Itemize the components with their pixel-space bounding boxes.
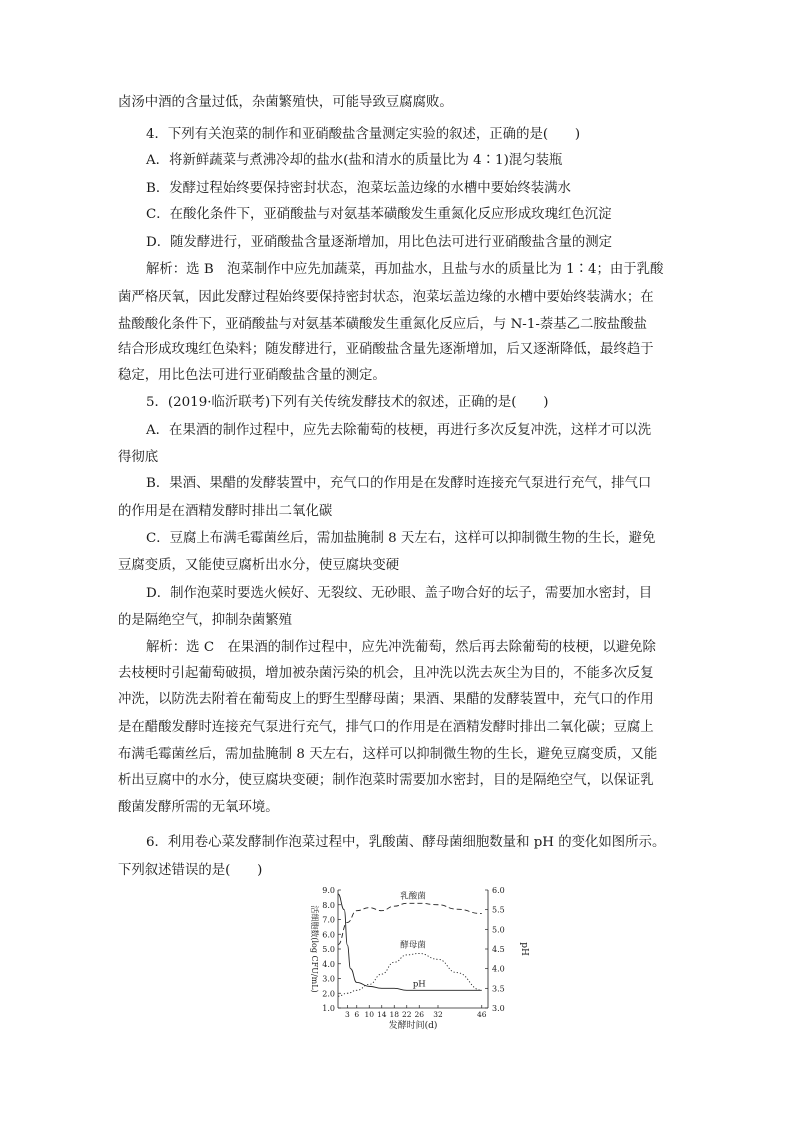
text-line: D．制作泡菜时要选火候好、无裂纹、无砂眼、盖子吻合好的坛子，需要加水密封，目 xyxy=(146,586,653,601)
text-line: 解析：选 B 泡菜制作中应先加蔬菜，再加盐水，且盐与水的质量比为 1∶4；由于乳酸 xyxy=(146,262,664,277)
text-line: 解析：选 C 在果酒的制作过程中，应先冲洗葡萄，然后再去除葡萄的枝梗，以避免除 xyxy=(146,640,656,655)
text-line: C．豆腐上布满毛霉菌丝后，需加盐腌制 8 天左右，这样可以抑制微生物的生长，避免 xyxy=(146,531,656,546)
text-line: 析出豆腐中的水分，使豆腐块变硬；制作泡菜时需要加水密封，目的是隔绝空气，以保证乳 xyxy=(118,773,654,788)
y-right-tick-label: 4.0 xyxy=(492,964,505,974)
y-axis-right-label: pH xyxy=(519,942,529,956)
y-left-tick-label: 6.0 xyxy=(322,930,335,940)
text-line: B．果酒、果醋的发酵装置中，充气口的作用是在发酵时连接充气泵进行充气，排气口 xyxy=(146,476,652,491)
series-label: 酵母菌 xyxy=(400,940,426,951)
text-line: B．发酵过程始终要保持密封状态，泡菜坛盖边缘的水槽中要始终装满水 xyxy=(146,181,571,196)
y-axis-left-label: 活细胞数(log CFU/mL) xyxy=(310,905,319,993)
y-right-tick-label: 5.0 xyxy=(492,925,505,935)
text-line: 是在醋酸发酵时连接充气泵进行充气，排气口的作用是在酒精发酵时排出二氧化碳；豆腐上 xyxy=(118,720,654,735)
y-right-tick-label: 3.0 xyxy=(492,1004,505,1013)
y-left-tick-label: 4.0 xyxy=(322,959,335,969)
y-right-tick-label: 4.5 xyxy=(492,945,505,954)
x-axis-label: 发酵时间(d) xyxy=(388,1021,438,1030)
x-tick-label: 26 xyxy=(414,1010,425,1019)
text-line: 菌严格厌氧，因此发酵过程始终要保持密封状态，泡菜坛盖边缘的水槽中要始终装满水；在 xyxy=(118,290,654,305)
y-right-tick-label: 5.5 xyxy=(492,905,505,915)
series-line-lactic-acid-bacteria xyxy=(338,903,482,944)
fermentation-chart xyxy=(280,880,540,1030)
x-tick-label: 14 xyxy=(376,1010,387,1019)
y-right-tick-label: 6.0 xyxy=(492,886,505,895)
x-tick-label: 46 xyxy=(476,1010,487,1019)
x-tick-label: 22 xyxy=(401,1010,412,1019)
text-line: 得彻底 xyxy=(118,450,159,465)
series-label: pH xyxy=(412,979,426,990)
text-line: 结合形成玫瑰红色染料；随发酵进行，亚硝酸盐含量先逐渐增加，后又逐渐降低，最终趋于 xyxy=(118,342,654,357)
x-tick-label: 32 xyxy=(433,1010,443,1019)
text-line: 卤汤中酒的含量过低，杂菌繁殖快，可能导致豆腐腐败。 xyxy=(118,95,453,110)
text-line: 豆腐变质，又能使豆腐析出水分，使豆腐块变硬 xyxy=(118,558,400,573)
y-left-tick-label: 7.0 xyxy=(322,915,335,925)
text-line: 4．下列有关泡菜的制作和亚硝酸盐含量测定实验的叙述，正确的是( ) xyxy=(146,127,581,142)
text-line: 6．利用卷心菜发酵制作泡菜过程中，乳酸菌、酵母菌细胞数量和 pH 的变化如图所示。 xyxy=(146,835,666,850)
y-left-tick-label: 1.0 xyxy=(322,1004,335,1013)
text-line: 的作用是在酒精发酵时排出二氧化碳 xyxy=(118,504,333,519)
y-left-tick-label: 8.0 xyxy=(322,900,335,910)
series-line-yeast xyxy=(338,953,482,996)
x-tick-label: 6 xyxy=(354,1010,360,1019)
y-right-tick-label: 3.5 xyxy=(492,984,505,994)
text-line: C．在酸化条件下，亚硝酸盐与对氨基苯磺酸发生重氮化反应形成玫瑰红色沉淀 xyxy=(146,207,612,222)
y-left-tick-label: 3.0 xyxy=(322,974,335,984)
x-tick-label: 18 xyxy=(389,1010,400,1019)
y-left-tick-label: 9.0 xyxy=(322,886,335,895)
text-line: 下列叙述错误的是( ) xyxy=(118,863,263,878)
y-left-tick-label: 5.0 xyxy=(322,945,335,954)
text-line: 冲洗，以防洗去附着在葡萄皮上的野生型酵母菌；果酒、果醋的发酵装置中，充气口的作用 xyxy=(118,692,654,707)
text-line: 的是隔绝空气，抑制杂菌繁殖 xyxy=(118,613,293,628)
y-left-tick-label: 2.0 xyxy=(322,989,335,999)
text-line: 布满毛霉菌丝后，需加盐腌制 8 天左右，这样可以抑制微生物的生长，避免豆腐变质，又能 xyxy=(118,747,658,762)
text-line: 酸菌发酵所需的无氧环境。 xyxy=(118,800,279,815)
text-line: A．在果酒的制作过程中，应先去除葡萄的枝梗，再进行多次反复冲洗，这样才可以洗 xyxy=(146,423,652,438)
text-line: 5．(2019·临沂联考)下列有关传统发酵技术的叙述，正确的是( ) xyxy=(146,395,549,410)
text-line: D．随发酵进行，亚硝酸盐含量逐渐增加，用比色法可进行亚硝酸盐含量的测定 xyxy=(146,235,613,250)
x-tick-label: 3 xyxy=(344,1010,350,1019)
series-label: 乳酸菌 xyxy=(400,891,426,902)
text-line: A．将新鲜蔬菜与煮沸冷却的盐水(盐和清水的质量比为 4∶1)混匀装瓶 xyxy=(146,153,563,168)
text-line: 盐酸酸化条件下，亚硝酸盐与对氨基苯磺酸发生重氮化反应后，与 N-1-萘基乙二胺盐酸盐 xyxy=(118,317,647,332)
text-line: 稳定，用比色法可进行亚硝酸盐含量的测定。 xyxy=(118,368,386,383)
x-tick-label: 10 xyxy=(364,1010,375,1019)
text-line: 去枝梗时引起葡萄破损，增加被杂菌污染的机会，且冲洗以洗去灰尘为目的，不能多次反复 xyxy=(118,666,654,681)
